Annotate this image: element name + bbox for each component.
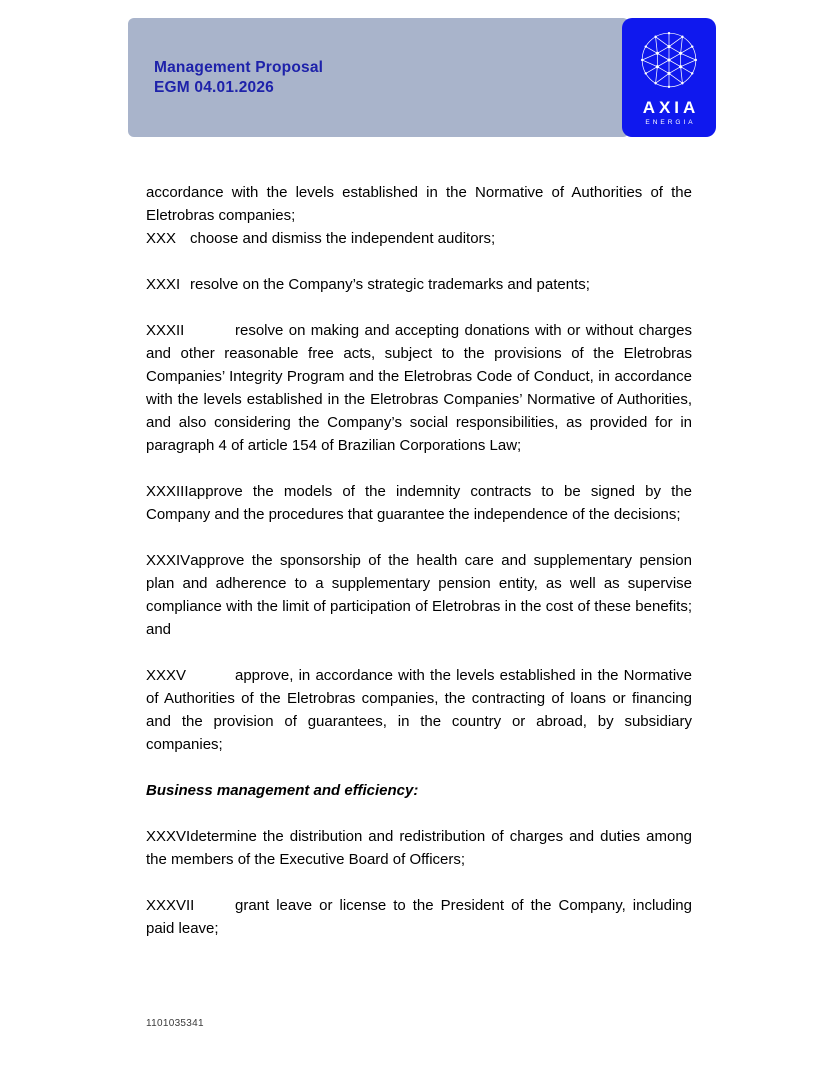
paragraph: XXXV approve, in accordance with the levels established in the Normative of Authorities of the Eletrobras companies, the contracting of loans or financing and the provision of guarantees, in the country or abroad, by subsidiary companies; [146,664,692,756]
paragraph: XXXIVapprove the sponsorship of the health care and supplementary pension plan and adherence to a supplementary pension entity, as well as supervise compliance with the limit of participation of Eletrobras in the cost of these benefits; and [146,549,692,641]
item-number: XXXIII [146,483,189,500]
item-number: XXX [146,230,177,247]
brand-subtitle: ENERGIA [645,119,696,126]
header-title-block [154,58,323,98]
paragraph: XXXVII grant leave or license to the President of the Company, including paid leave; [146,894,692,940]
item-number: XXXII [146,322,185,339]
paragraph: XXXI resolve on the Company’s strategic trademarks and patents; [146,273,692,296]
company-logo [622,18,716,137]
document-title: Management Proposal [154,59,324,76]
item-number: XXXI [146,276,181,293]
body-text [146,181,692,963]
paragraph: XXXIIIapprove the models of the indemnity contracts to be signed by the Company and the procedures that guarantee the independence of the decisions; [146,480,692,526]
item-number: XXXIV [146,552,191,569]
section-heading: Business management and efficiency: [146,782,419,799]
paragraph: accordance with the levels established in the Normative of Authorities of the Eletrobras companies; [146,184,692,224]
item-number: XXXV [146,667,187,684]
paragraph: XXXII resolve on making and accepting donations with or without charges and other reasonable free acts, subject to the provisions of the Eletrobras Companies’ Integrity Program and the Eletrobras Code of Conduct, in accordance with the levels established in the Eletrobras Companies’ Normative of Authorities, and also considering the Company’s social responsibilities, as provided for in paragraph 4 of article 154 of Brazilian Corporations Law; [146,319,692,457]
geodesic-sphere-icon [636,27,702,93]
item-number: XXXVII [146,897,195,914]
paragraph: XXXVIdetermine the distribution and redistribution of charges and duties among the members of the Executive Board of Officers; [146,825,692,871]
footer-code: 1101035341 [146,1018,204,1029]
document-subtitle: EGM 04.01.2026 [154,79,274,96]
paragraph: XXX choose and dismiss the independent auditors; [146,227,692,250]
item-number: XXXVI [146,828,191,845]
header-banner [128,18,629,137]
brand-name: AXIA [642,98,700,117]
